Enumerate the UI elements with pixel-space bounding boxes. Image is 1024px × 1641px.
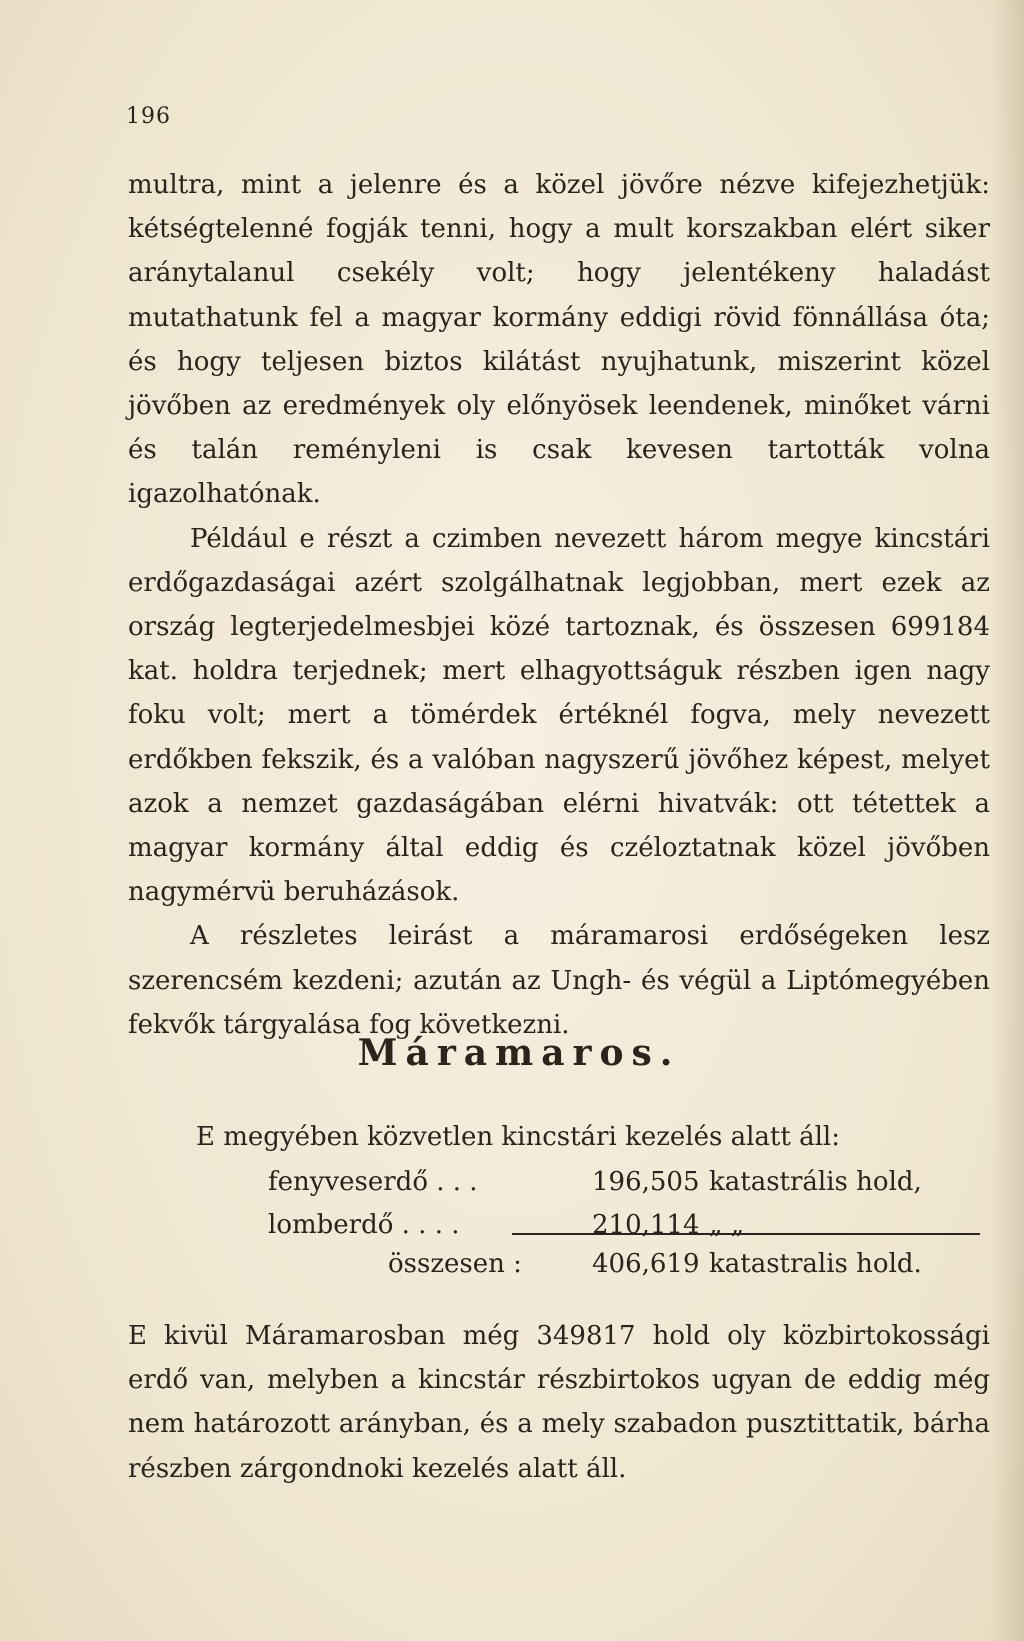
section-heading: Máramaros. bbox=[357, 1032, 681, 1074]
table-row bbox=[268, 1204, 980, 1247]
table-total-row bbox=[268, 1243, 980, 1286]
paragraph-3: A részletes leirást a máramarosi erdőségeken lesz szerencsém kezdeni; azután az Ungh- és végül a Liptómegyében fekvők tárgyalása fog következni. bbox=[128, 921, 990, 1040]
table-intro: E megyében közvetlen kincstári kezelés alatt áll: bbox=[196, 1122, 840, 1152]
paragraph-4: E kivül Máramarosban még 349817 hold oly közbirtokossági erdő van, melyben a kincstár részbirtokos ugyan de eddig még nem határozott arányban, és a mely szabadon pusztittatik, bárha részben zárgondnoki kezelés alatt áll. bbox=[128, 1321, 990, 1484]
row-unit: „ „ bbox=[709, 1210, 745, 1240]
page-edge-shadow bbox=[990, 0, 1024, 1641]
row-value: 210,114 bbox=[592, 1210, 700, 1240]
row-label: lomberdő . . . . bbox=[268, 1210, 460, 1240]
paragraph-2: Például e részt a czimben nevezett három megye kincstári erdőgazdaságai azért szolgálhatnak legjobban, mert ezek az ország legterjedelmesbjei közé tartoznak, és összesen 699184 kat. holdra terjednek; mert elhagyottságuk részben igen nagy foku volt; mert a tömérdek értéknél fogva, mely nevezett erdőkben fekszik, és a valóban nagyszerű jövőhez képest, melyet azok a nemzet gazdaságában elérni hivatvák: ott tétettek a magyar kormány által eddig és czéloztatnak közel jövőben nagymérvü beruházások. bbox=[128, 523, 990, 908]
table-row bbox=[268, 1161, 980, 1204]
sum-rule bbox=[512, 1233, 980, 1235]
row-label: fenyveserdő . . . bbox=[268, 1167, 478, 1197]
total-label: összesen : bbox=[388, 1249, 522, 1279]
body-text bbox=[128, 163, 990, 1047]
row-value: 196,505 bbox=[592, 1167, 700, 1197]
total-unit: katastralis hold. bbox=[709, 1249, 922, 1279]
page-number: 196 bbox=[126, 104, 171, 129]
paragraph-1: multra, mint a jelenre és a közel jövőre nézve kifejezhetjük: kétségtelenné fogják tenni, hogy a mult korszakban elért siker aránytalanul csekély volt; hogy jelentékeny haladást mutathatunk fel a magyar kormány eddigi rövid fönnállása óta; és hogy teljesen biztos kilátást nyujhatunk, miszerint közel jövőben az eredmények oly előnyösek leendenek, minőket várni és talán reményleni is csak kevesen tartották volna igazolhatónak. bbox=[128, 170, 990, 510]
total-value: 406,619 bbox=[592, 1249, 700, 1279]
row-unit: katastrális hold, bbox=[709, 1167, 922, 1197]
